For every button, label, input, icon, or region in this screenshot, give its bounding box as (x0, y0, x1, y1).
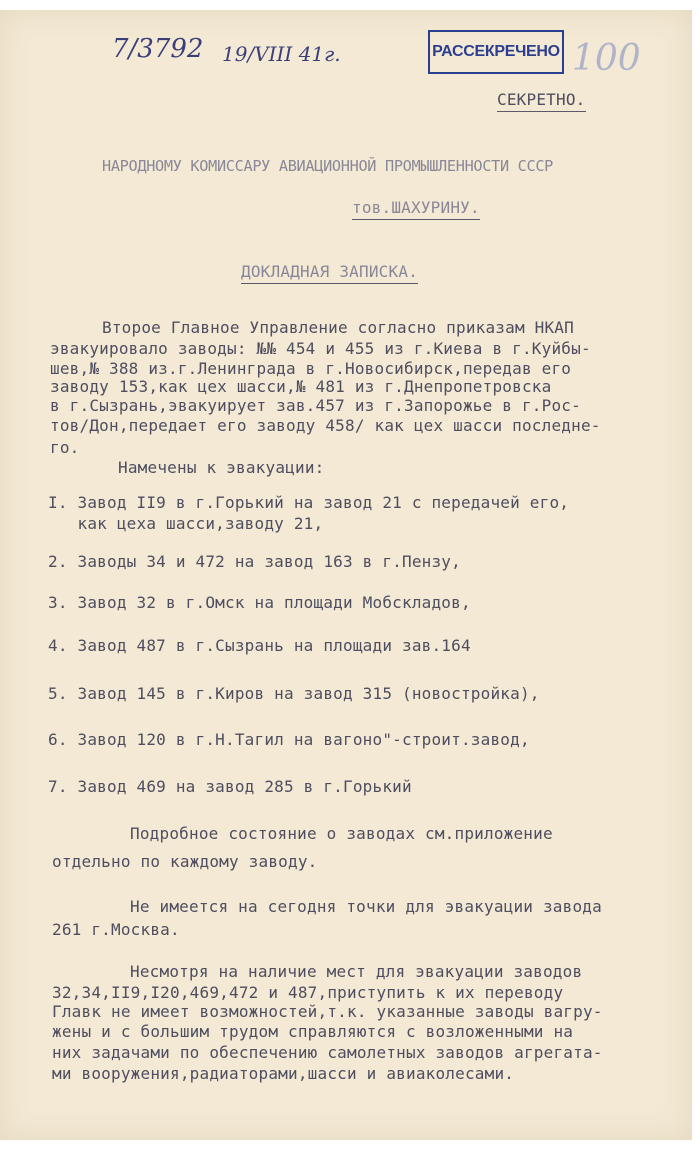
declassified-stamp: РАССЕКРЕЧЕНО (428, 30, 564, 74)
pencil-mark: 100 (572, 38, 641, 79)
list-item: 3. Завод 32 в г.Омск на площади Мобскладов, (48, 593, 471, 612)
handwritten-number: 7/3792 (112, 34, 204, 64)
list-item: 4. Завод 487 в г.Сызрань на площади зав.164 (48, 636, 471, 655)
document-title: ДОКЛАДНАЯ ЗАПИСКА. (241, 262, 418, 284)
paragraph-line: Подробное состояние о заводах см.приложение (130, 824, 553, 843)
list-item: 2. Заводы 34 и 472 на завод 163 в г.Пензу, (48, 552, 461, 571)
list-item: 6. Завод 120 в г.Н.Тагил на вагоно"-строит.завод, (48, 730, 530, 749)
paragraph-line: Несмотря на наличие мест для эвакуации заводов (130, 962, 583, 981)
paragraph-line: Не имеется на сегодня точки для эвакуации завода (130, 897, 602, 916)
intro-line: Второе Главное Управление согласно приказам НКАП (102, 318, 574, 337)
addressee-line2: тов.ШАХУРИНУ. (352, 198, 480, 220)
intro-line: заводу 153,как цех шасси,№ 481 из г.Днепропетровска (50, 377, 552, 396)
paragraph-line: 261 г.Москва. (52, 920, 180, 939)
intro-line: шев,№ 388 из.г.Ленинграда в г.Новосибирск,передав его (50, 359, 572, 378)
classification-label: СЕКРЕТНО. (497, 90, 586, 112)
paragraph-line: ми вооружения,радиаторами,шасси и авиаколесами. (52, 1064, 515, 1083)
paragraph-line: 32,34,II9,I20,469,472 и 487,приступить к их переводу (52, 983, 564, 1002)
addressee-line1: НАРОДНОМУ КОМИССАРУ АВИАЦИОННОЙ ПРОМЫШЛЕННОСТИ СССР (102, 157, 554, 175)
paragraph-line: жены и с большим трудом справляются с возложенными на (52, 1022, 574, 1041)
intro-line: в г.Сызрань,эвакуирует зав.457 из г.Запорожье в г.Рос- (50, 396, 581, 415)
planned-heading: Намечены к эвакуации: (118, 458, 325, 477)
intro-line: эвакуировало заводы: №№ 454 и 455 из г.Киева в г.Куйбы- (50, 339, 591, 358)
handwritten-date: 19/VIII 41г. (222, 42, 341, 66)
list-item: I. Завод II9 в г.Горький на завод 21 с передачей его, (48, 493, 570, 512)
list-item: 5. Завод 145 в г.Киров на завод 315 (новостройка), (48, 684, 540, 703)
paragraph-line: Главк не имеет возможностей,т.к. указанные заводы вагру- (52, 1002, 603, 1021)
intro-line: тов/Дон,передает его заводу 458/ как цех шасси последне- (50, 416, 601, 435)
paragraph-line: них задачами по обеспечению самолетных заводов агрегата- (52, 1043, 603, 1062)
intro-line: го. (50, 438, 80, 457)
list-item-continuation: как цеха шасси,заводу 21, (48, 514, 324, 533)
paragraph-line: отдельно по каждому заводу. (52, 852, 318, 871)
list-item: 7. Завод 469 на завод 285 в г.Горький (48, 777, 412, 796)
